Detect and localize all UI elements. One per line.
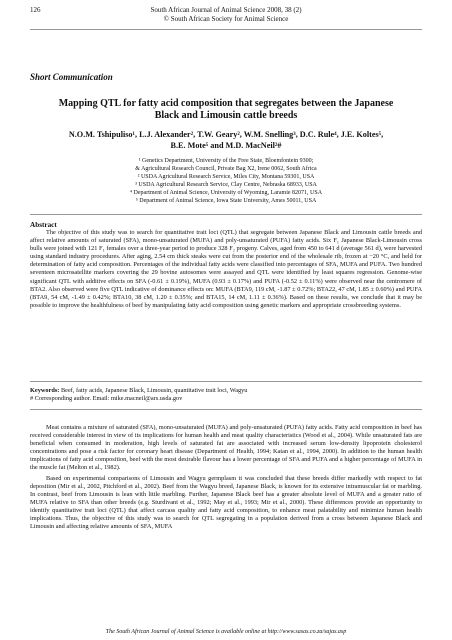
affiliation-4: ⁴ Department of Animal Science, University of Wyoming, Laramie 82071, USA bbox=[129, 189, 323, 196]
affiliation-3: ³ USDA Agricultural Research Service, Clay Centre, Nebraska 68933, USA bbox=[135, 181, 317, 188]
abstract-text: The objective of this study was to search for quantitative trait loci (QTL) that segregate between Japanese Black and Limousin cattle breeds and affect relative amounts of saturated (SFA), mono-unsaturated (MUFA) and poly-unsaturated (PUFA) fatty acids. Six F₁ Japanese Black-Limousin cross bulls were joined with 121 F₁ females over a three-year period to produce 328 F₂ progeny. Calves, aged from 450 to 641 d (average 561 d), were harvested using standard industry procedures. After aging, 2.54 cm thick steaks were cut from the posterior end of the wholesale rib, frozen at −20 °C, and held for determination of fatty acid composition. Percentages of the individual fatty acids were classified into percentages of SFA, MUFA and PUFA. Two hundred seventeen microsatellite markers covering the 29 bovine autosomes were assayed and QTL were identified by least squares regression. Genome-wise significant QTL with additive effects on SFA (-0.61 ± 0.19%), MUFA (0.93 ± 0.17%) and PUFA (-0.52 ± 0.11%) were observed near the centromere of BTA2. Also observed were five QTL indicative of dominance effects on: MUFA (BTA9, 119 cM, -1.87 ± 0.72%; BTA22, 47 cM, 1.85 ± 0.60%) and PUFA (BTA9, 54 cM, -1.49 ± 0.42%; BTA10, 38 cM, 1.20 ± 0.35%; and BTA15, 14 cM, 1.11 ± 0.36%). Based on these results, we conclude that it may be possible to improve the healthfulness of beef by manipulating fatty acid composition using genetic markers and appropriate crossbreeding systems. bbox=[30, 229, 422, 309]
affiliation-2: ² USDA Agricultural Research Service, Miles City, Montana 59301, USA bbox=[137, 173, 315, 180]
abstract-section bbox=[30, 221, 422, 310]
abstract-heading: Abstract bbox=[30, 221, 57, 229]
keywords-divider bbox=[30, 409, 422, 410]
journal-citation bbox=[30, 6, 422, 24]
abstract-bottom-divider bbox=[30, 381, 422, 382]
keywords-label: Keywords: bbox=[30, 387, 60, 394]
keywords-line bbox=[30, 387, 422, 395]
affiliation-1: ¹ Genetics Department, University of the Free State, Bloemfontein 9300; bbox=[138, 158, 314, 164]
affiliation-5: ⁵ Department of Animal Science, Iowa State University, Ames 50011, USA bbox=[135, 197, 317, 204]
keywords-text: Beef, fatty acids, Japanese Black, Limousin, quantitative trait loci, Wagyu bbox=[60, 387, 248, 394]
abstract-top-divider bbox=[30, 214, 422, 215]
page-footer: The South African Journal of Animal Science is available online at http://www.sasas.co.za/sajas.asp bbox=[105, 629, 347, 635]
authors-line-2: B.E. Mote⁵ and M.D. MacNeil²# bbox=[170, 140, 282, 150]
body-text bbox=[30, 424, 422, 531]
affiliation-1b: & Agricultural Research Council, Private Bag X2, Irene 0062, South Africa bbox=[135, 165, 317, 172]
body-paragraph: Based on experimental comparisons of Limousin and Wagyu germplasm it was concluded that these breeds differ markedly with respect to fat deposition (Mir et al., 2002, Pitchford et al., 2002). Beef from the Wagyu breed, Japanese Black, is known for its extensive intramuscular fat or marbling. In contrast, beef from Limousin is lean with little marbling. Further, Japanese Black beef has a greater absolute level of MUFA and a greater ratio of MUFA relative to SFA than other breeds (e.g. Sturdivant et al., 1992; May et al., 1993; Mir et al., 2000). These differences provide an opportunity to identify quantitative trait loci (QTL) that affect carcass quality and fatty acid composition, to enhance meat palatability and minimize human health implications. Thus, the objective of this study was to search for QTL segregating in a population derived from a cross between Japanese Black and Limousin and affecting relative amounts of SFA, MUFA bbox=[30, 474, 422, 531]
authors-line-1: N.O.M. Tshipuliso¹, L.J. Alexander², T.W. Geary², W.M. Snelling³, D.C. Rule⁴, J.E. Koltes⁵, bbox=[68, 130, 384, 139]
corresponding-author: # Corresponding author. Email: mike.macneil@ars.usda.gov bbox=[30, 395, 183, 403]
running-header bbox=[30, 6, 422, 28]
copyright-line: © South African Society for Animal Science bbox=[163, 15, 289, 23]
body-paragraph: Meat contains a mixture of saturated (SFA), mono-unsaturated (MUFA) and poly-unsaturated (PUFA) fatty acids. Fatty acid composition in beef has received considerable interest in view of its implications for human health and meat quality characteristics (Wood et al., 2004). While unsaturated fats are beneficial when consumed in moderation, high levels of saturated fat are associated with increased serum low-density lipoprotein cholesterol concentrations and pose a risk factor for coronary heart disease (Department of Health, 1994; Katan et al., 1994, 2000). In addition to the human health implications of fatty acid composition, beef with the most desirable flavour has a lower percentage of SFA and PUFA and a higher percentage of MUFA in the muscle fat (Melton et al., 1982). bbox=[30, 424, 422, 472]
journal-line: South African Journal of Animal Science 2008, 38 (2) bbox=[150, 6, 302, 14]
keywords-block bbox=[30, 387, 422, 403]
section-label: Short Communication bbox=[30, 72, 113, 82]
header-divider bbox=[30, 29, 422, 30]
affiliations bbox=[30, 158, 422, 205]
page-number: 126 bbox=[30, 6, 41, 14]
article-title: Mapping QTL for fatty acid composition that segregates between the Japanese Black and Limousin cattle breeds bbox=[58, 98, 394, 121]
author-list bbox=[30, 130, 422, 151]
